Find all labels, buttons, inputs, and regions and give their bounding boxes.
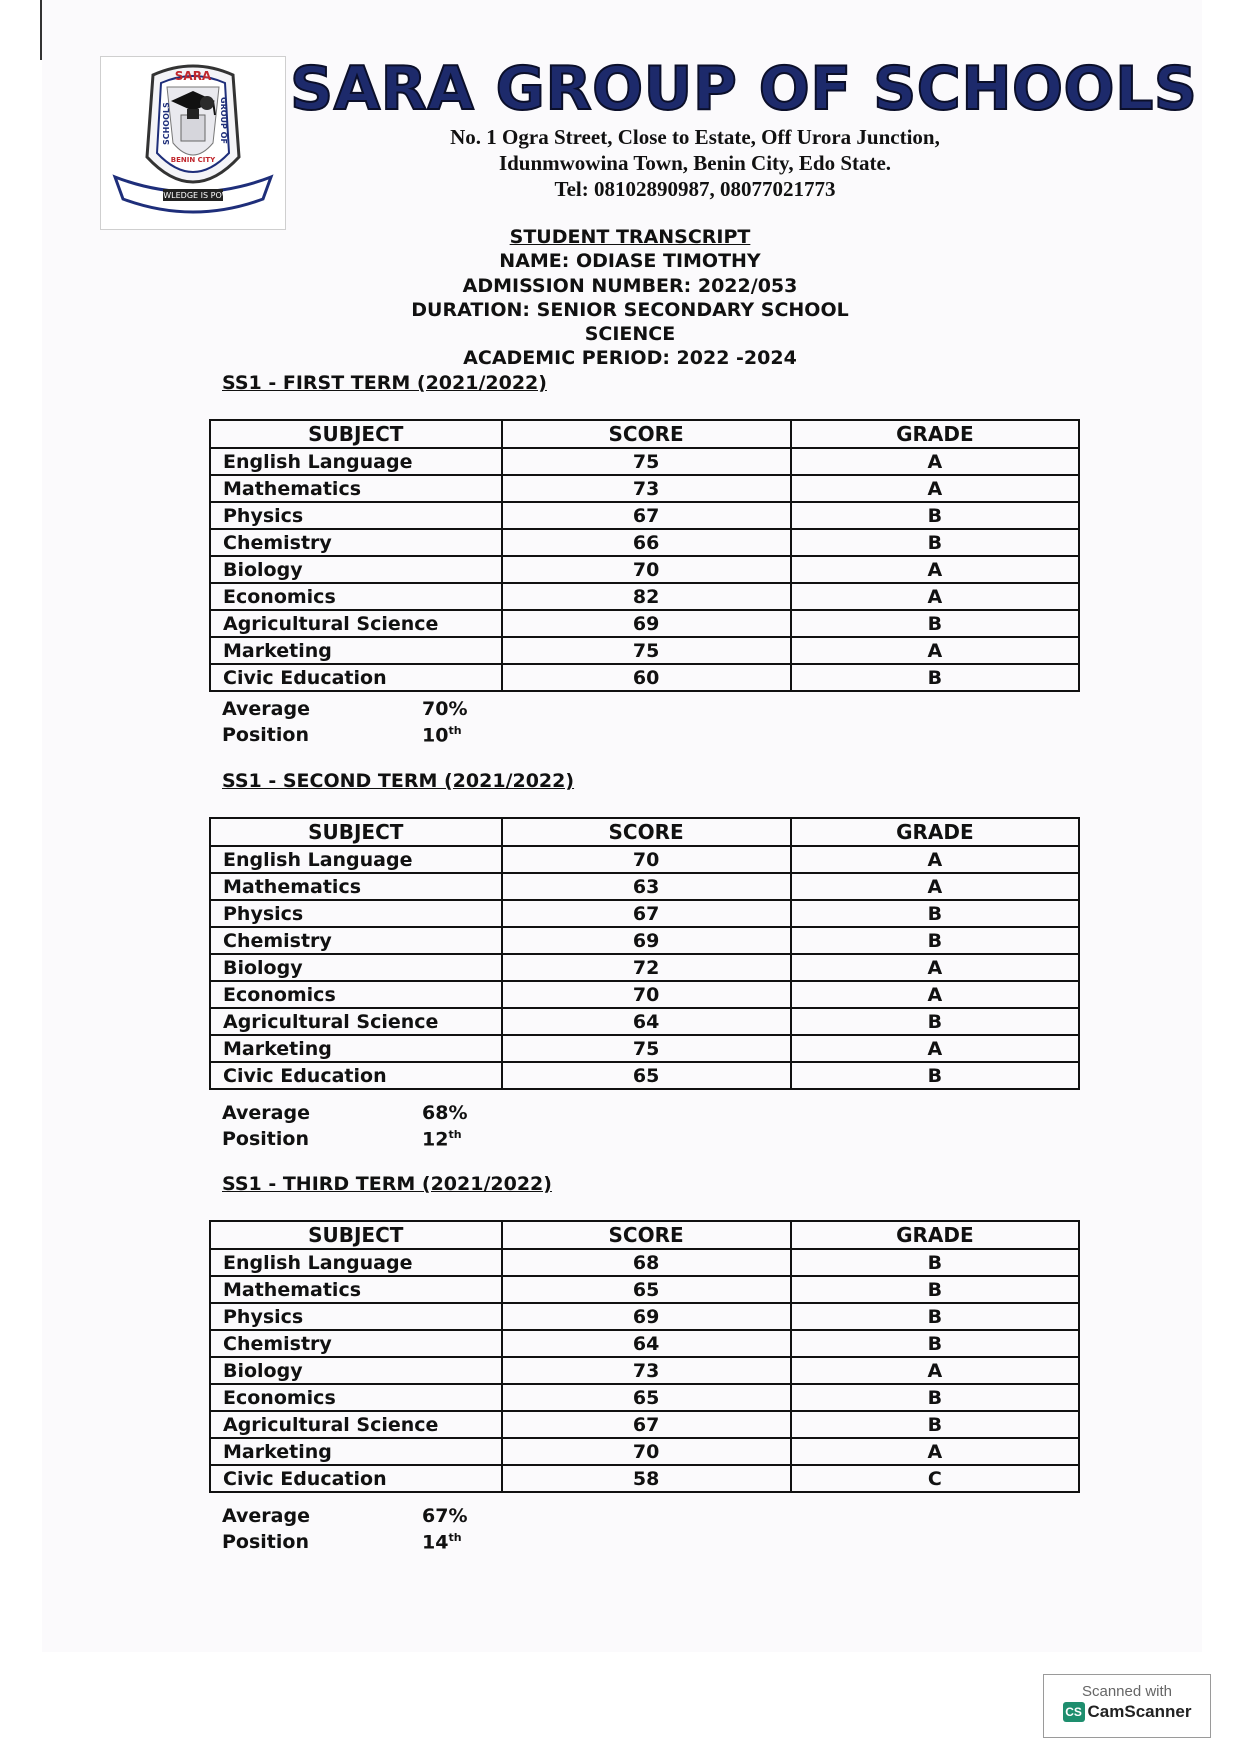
table-row	[210, 1384, 1079, 1411]
table-row	[210, 583, 1079, 610]
score-cell: 75	[502, 1035, 791, 1062]
header-grade: GRADE	[791, 818, 1079, 846]
grade-cell: A	[791, 873, 1079, 900]
term-title-3: SS1 - THIRD TERM (2021/2022)	[222, 1173, 552, 1195]
subject-cell: Economics	[210, 583, 502, 610]
score-cell: 73	[502, 475, 791, 502]
term-title-1: SS1 - FIRST TERM (2021/2022)	[222, 372, 547, 394]
school-address-line-2: Idunmwowina Town, Benin City, Edo State.	[498, 151, 892, 175]
table-row	[210, 1035, 1079, 1062]
score-cell: 67	[502, 900, 791, 927]
average-value: 68%	[422, 1102, 468, 1124]
table-row	[210, 1438, 1079, 1465]
score-cell: 64	[502, 1330, 791, 1357]
grade-cell: A	[791, 556, 1079, 583]
table-row	[210, 502, 1079, 529]
grade-cell: B	[791, 1008, 1079, 1035]
position-label: Position	[222, 724, 309, 746]
score-cell: 65	[502, 1276, 791, 1303]
table-header-row	[210, 818, 1079, 846]
average-label: Average	[222, 1505, 310, 1527]
table-row	[210, 981, 1079, 1008]
term-table-1	[209, 419, 1080, 692]
admission-number: ADMISSION NUMBER: 2022/053	[462, 275, 798, 297]
score-cell: 60	[502, 664, 791, 691]
header-score: SCORE	[502, 420, 791, 448]
header-subject: SUBJECT	[210, 420, 502, 448]
crest-city-text: BENIN CITY	[170, 156, 216, 164]
subject-cell: Chemistry	[210, 1330, 502, 1357]
subject-cell: Mathematics	[210, 1276, 502, 1303]
camscanner-badge	[1043, 1674, 1211, 1738]
subject-cell: Agricultural Science	[210, 1411, 502, 1438]
score-cell: 58	[502, 1465, 791, 1492]
subject-cell: Marketing	[210, 637, 502, 664]
table-row	[210, 873, 1079, 900]
position-value: 14th	[422, 1531, 462, 1554]
term-table-3	[209, 1220, 1080, 1493]
term-1-average	[222, 698, 468, 720]
subject-cell: Agricultural Science	[210, 1008, 502, 1035]
grade-cell: B	[791, 502, 1079, 529]
table-row	[210, 1465, 1079, 1492]
subject-cell: Biology	[210, 556, 502, 583]
scanned-with-text: Scanned with	[1081, 1683, 1173, 1700]
table-row	[210, 1411, 1079, 1438]
score-cell: 63	[502, 873, 791, 900]
camscanner-brand	[1044, 1702, 1210, 1722]
subject-cell: Biology	[210, 1357, 502, 1384]
table-header-row	[210, 1221, 1079, 1249]
grade-cell: B	[791, 927, 1079, 954]
table-row	[210, 1357, 1079, 1384]
table-row	[210, 1330, 1079, 1357]
grade-cell: A	[791, 1438, 1079, 1465]
grade-cell: A	[791, 954, 1079, 981]
average-value: 67%	[422, 1505, 468, 1527]
grade-cell: B	[791, 1276, 1079, 1303]
table-header-row	[210, 420, 1079, 448]
score-cell: 70	[502, 846, 791, 873]
grade-cell: A	[791, 1035, 1079, 1062]
grade-cell: B	[791, 900, 1079, 927]
score-cell: 68	[502, 1249, 791, 1276]
average-label: Average	[222, 698, 310, 720]
subject-cell: Agricultural Science	[210, 610, 502, 637]
grade-cell: A	[791, 981, 1079, 1008]
subject-cell: Marketing	[210, 1438, 502, 1465]
subject-cell: Marketing	[210, 1035, 502, 1062]
term-3-position	[222, 1531, 462, 1554]
score-cell: 67	[502, 1411, 791, 1438]
school-address-line-1: No. 1 Ogra Street, Close to Estate, Off Urora Junction,	[450, 125, 940, 149]
school-telephone: Tel: 08102890987, 08077021773	[554, 177, 836, 201]
table-row	[210, 954, 1079, 981]
subject-cell: English Language	[210, 448, 502, 475]
grade-cell: B	[791, 1330, 1079, 1357]
subject-cell: Economics	[210, 1384, 502, 1411]
student-name: NAME: ODIASE TIMOTHY	[499, 250, 761, 272]
subject-cell: English Language	[210, 1249, 502, 1276]
grade-cell: B	[791, 1062, 1079, 1089]
subject-cell: Chemistry	[210, 927, 502, 954]
grade-cell: B	[791, 1303, 1079, 1330]
grade-cell: A	[791, 475, 1079, 502]
grade-cell: B	[791, 1411, 1079, 1438]
score-cell: 82	[502, 583, 791, 610]
table-row	[210, 475, 1079, 502]
score-cell: 73	[502, 1357, 791, 1384]
subject-cell: Physics	[210, 502, 502, 529]
score-cell: 65	[502, 1384, 791, 1411]
subject-cell: Economics	[210, 981, 502, 1008]
grade-cell: A	[791, 1357, 1079, 1384]
subject-cell: Civic Education	[210, 1465, 502, 1492]
header-grade: GRADE	[791, 420, 1079, 448]
subject-cell: Chemistry	[210, 529, 502, 556]
subject-cell: Biology	[210, 954, 502, 981]
grade-cell: B	[791, 610, 1079, 637]
score-cell: 69	[502, 927, 791, 954]
table-row	[210, 1249, 1079, 1276]
subject-cell: Civic Education	[210, 1062, 502, 1089]
table-row	[210, 556, 1079, 583]
grade-cell: B	[791, 1249, 1079, 1276]
table-row	[210, 846, 1079, 873]
score-cell: 70	[502, 556, 791, 583]
header-score: SCORE	[502, 818, 791, 846]
subject-cell: English Language	[210, 846, 502, 873]
grade-cell: B	[791, 1384, 1079, 1411]
academic-period: ACADEMIC PERIOD: 2022 -2024	[463, 347, 797, 369]
score-cell: 72	[502, 954, 791, 981]
crest-right-text: GROUP OF	[219, 97, 228, 144]
average-value: 70%	[422, 698, 468, 720]
score-cell: 64	[502, 1008, 791, 1035]
term-2-position	[222, 1128, 462, 1151]
score-cell: 70	[502, 981, 791, 1008]
table-row	[210, 664, 1079, 691]
table-row	[210, 529, 1079, 556]
average-label: Average	[222, 1102, 310, 1124]
table-row	[210, 637, 1079, 664]
crest-left-text: SCHOOLS	[162, 102, 171, 145]
term-1-position	[222, 724, 462, 747]
score-cell: 75	[502, 637, 791, 664]
grade-cell: B	[791, 529, 1079, 556]
duration: DURATION: SENIOR SECONDARY SCHOOL	[411, 299, 849, 321]
subject-cell: Physics	[210, 1303, 502, 1330]
term-3-average	[222, 1505, 468, 1527]
grade-cell: B	[791, 664, 1079, 691]
grade-cell: C	[791, 1465, 1079, 1492]
crest-top-text: SARA	[174, 69, 212, 83]
score-cell: 70	[502, 1438, 791, 1465]
header-subject: SUBJECT	[210, 1221, 502, 1249]
school-name: SARA GROUP OF SCHOOLS	[290, 54, 1198, 124]
table-row	[210, 927, 1079, 954]
grade-cell: A	[791, 583, 1079, 610]
grade-cell: A	[791, 846, 1079, 873]
score-cell: 65	[502, 1062, 791, 1089]
transcript-heading: STUDENT TRANSCRIPT	[509, 226, 751, 248]
school-crest-logo	[100, 56, 286, 230]
table-row	[210, 900, 1079, 927]
score-cell: 66	[502, 529, 791, 556]
table-row	[210, 610, 1079, 637]
score-cell: 69	[502, 610, 791, 637]
score-cell: 75	[502, 448, 791, 475]
table-row	[210, 1008, 1079, 1035]
header-grade: GRADE	[791, 1221, 1079, 1249]
table-row	[210, 1276, 1079, 1303]
table-row	[210, 448, 1079, 475]
position-value: 10th	[422, 724, 462, 747]
header-score: SCORE	[502, 1221, 791, 1249]
grade-cell: A	[791, 637, 1079, 664]
header-subject: SUBJECT	[210, 818, 502, 846]
position-label: Position	[222, 1531, 309, 1553]
score-cell: 69	[502, 1303, 791, 1330]
table-row	[210, 1303, 1079, 1330]
track: SCIENCE	[584, 323, 676, 345]
subject-cell: Civic Education	[210, 664, 502, 691]
crest-motto-text: KNOWLEDGE IS POWER	[145, 191, 241, 200]
grade-cell: A	[791, 448, 1079, 475]
subject-cell: Mathematics	[210, 475, 502, 502]
subject-cell: Mathematics	[210, 873, 502, 900]
score-cell: 67	[502, 502, 791, 529]
subject-cell: Physics	[210, 900, 502, 927]
term-title-2: SS1 - SECOND TERM (2021/2022)	[222, 770, 575, 792]
table-row	[210, 1062, 1079, 1089]
term-table-2	[209, 817, 1080, 1090]
scan-edge-mark	[40, 0, 42, 60]
position-label: Position	[222, 1128, 309, 1150]
camscanner-brand-text: CamScanner	[1087, 1702, 1192, 1721]
camscanner-icon: CS	[1063, 1702, 1085, 1722]
position-value: 12th	[422, 1128, 462, 1151]
term-2-average	[222, 1102, 468, 1124]
